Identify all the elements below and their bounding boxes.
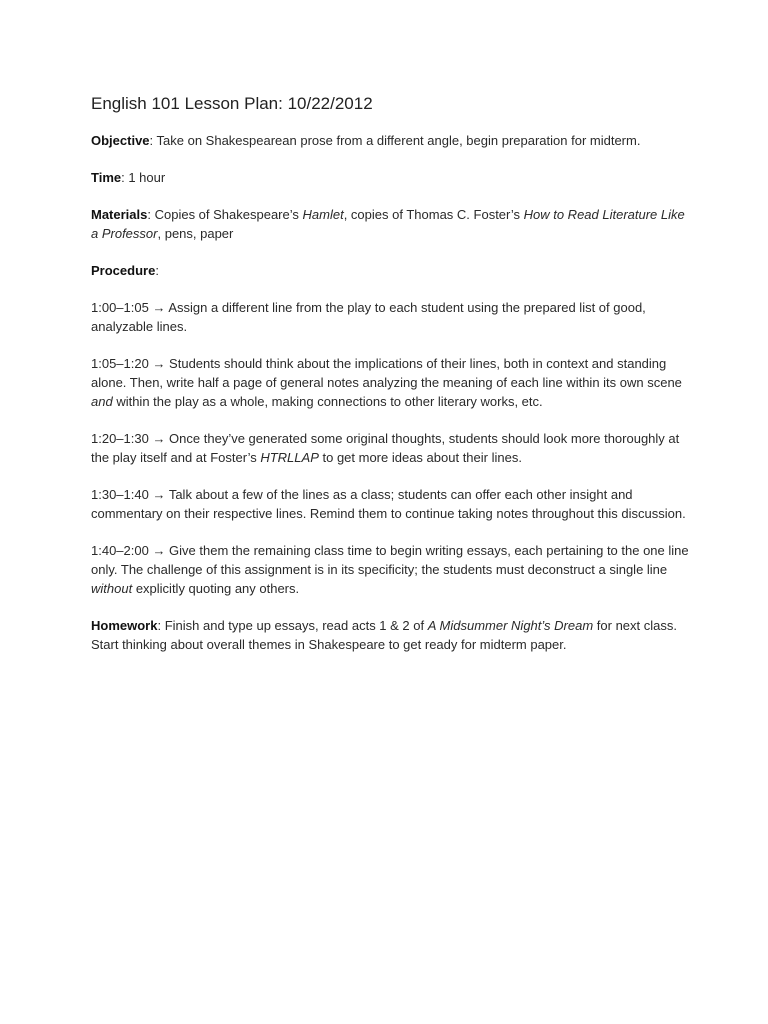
procedure-colon: : xyxy=(155,263,159,278)
materials-text-2: , copies of Thomas C. Foster’s xyxy=(343,207,524,222)
step-text: 1:20–1:30 → Once they’ve generated some original thoughts, students should look more thoroughly at the play itself and at Foster’s xyxy=(91,431,680,465)
homework-label: Homework xyxy=(91,618,158,633)
materials-hamlet: Hamlet xyxy=(302,207,344,222)
procedure-step xyxy=(91,485,691,523)
step-emphasis: without xyxy=(91,581,133,596)
materials-text-1: : Copies of Shakespeare’s xyxy=(147,207,303,222)
step-text: 1:40–2:00 → Give them the remaining class time to begin writing essays, each pertaining to the one line only. The challenge of this assignment is in its specificity; the students must deconstruct a single line xyxy=(91,543,689,577)
procedure-step xyxy=(91,298,691,336)
document-title: English 101 Lesson Plan: 10/22/2012 xyxy=(91,94,373,113)
step-text: explicitly quoting any others. xyxy=(132,581,300,596)
procedure-step xyxy=(91,354,691,411)
materials-label: Materials xyxy=(91,207,148,222)
step-text: to get more ideas about their lines. xyxy=(318,450,522,465)
step-emphasis: HTRLLAP xyxy=(260,450,319,465)
homework-play-title: A Midsummer Night’s Dream xyxy=(427,618,594,633)
step-text: 1:00–1:05 → Assign a different line from the play to each student using the prepared list of good, analyzable lines. xyxy=(91,300,646,334)
homework-paragraph xyxy=(91,616,691,654)
step-text: within the play as a whole, making connections to other literary works, etc. xyxy=(112,394,543,409)
homework-text-1: : Finish and type up essays, read acts 1 & 2 of xyxy=(157,618,428,633)
procedure-step xyxy=(91,429,691,467)
procedure-label: Procedure xyxy=(91,263,156,278)
step-text: 1:05–1:20 → Students should think about the implications of their lines, both in context and standing alone. Then, write half a page of general notes analyzing the meaning of each line within its own scene xyxy=(91,356,682,390)
time-label: Time xyxy=(91,170,122,185)
procedure-step xyxy=(91,541,691,598)
homework-text-2: for next class. Start thinking about overall themes in Shakespeare to get ready for midterm paper. xyxy=(91,618,677,652)
objective-text: : Take on Shakespearean prose from a different angle, begin preparation for midterm. xyxy=(149,133,641,148)
step-emphasis: and xyxy=(91,394,113,409)
materials-paragraph xyxy=(91,205,691,243)
time-paragraph xyxy=(91,168,691,187)
objective-label: Objective xyxy=(91,133,150,148)
materials-foster-title: How to Read Literature Like a Professor xyxy=(91,207,685,241)
time-text: : 1 hour xyxy=(121,170,166,185)
procedure-heading xyxy=(91,261,691,280)
materials-text-3: , pens, paper xyxy=(157,226,234,241)
document-page xyxy=(91,93,691,672)
objective-paragraph xyxy=(91,131,691,150)
step-text: 1:30–1:40 → Talk about a few of the lines as a class; students can offer each other insight and commentary on their respective lines. Remind them to continue taking notes throughout this discussion. xyxy=(91,487,686,521)
